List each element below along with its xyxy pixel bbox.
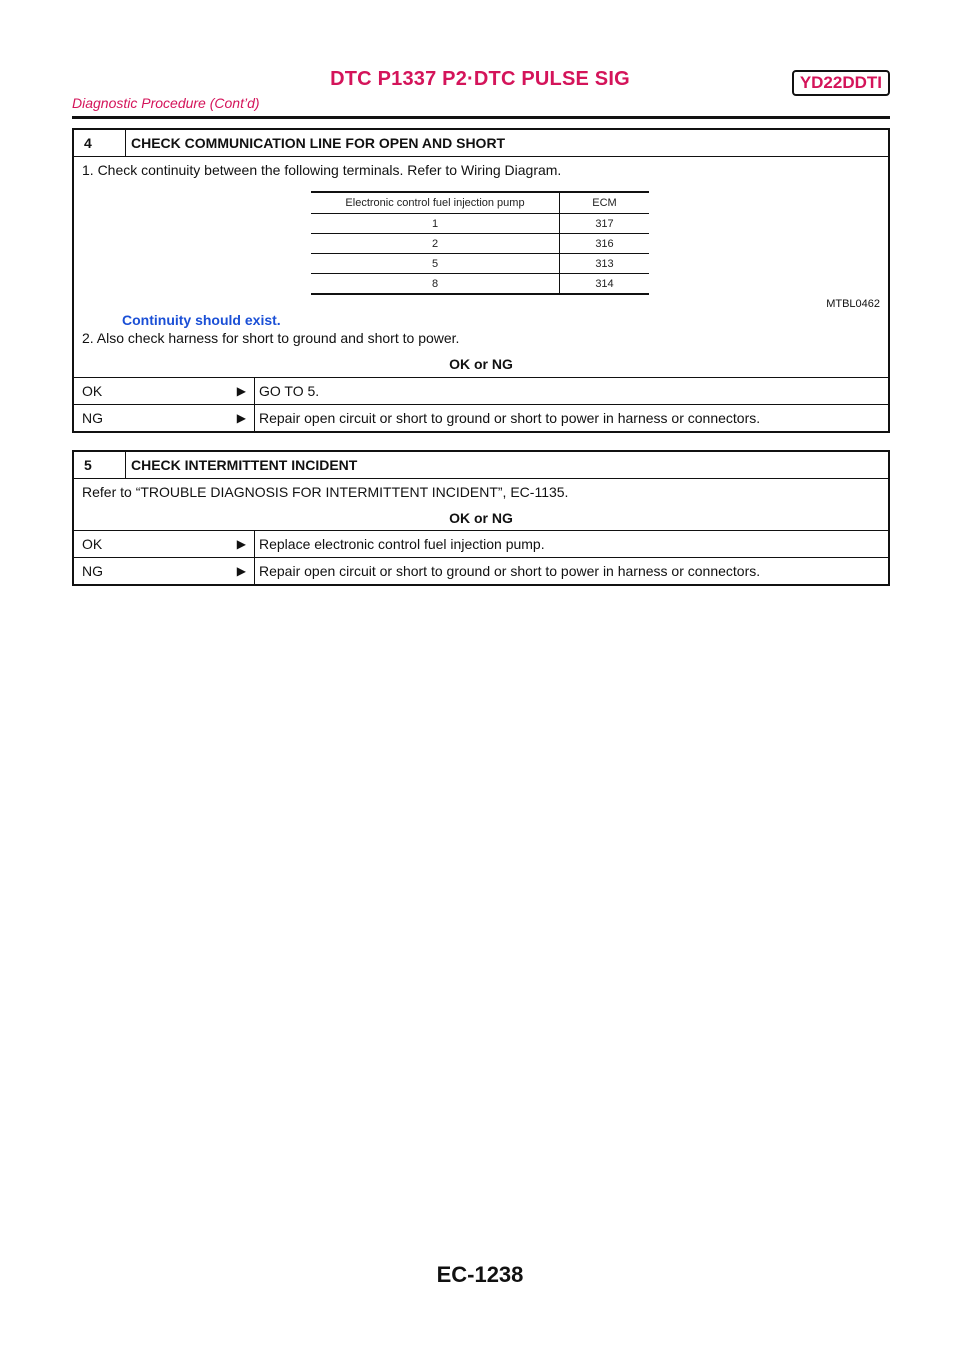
- step-4-title: CHECK COMMUNICATION LINE FOR OPEN AND SHORT: [131, 135, 506, 151]
- step-4-result-ok: [74, 378, 888, 405]
- result-label-text: OK: [82, 383, 103, 399]
- step-5-instruction: Refer to “TROUBLE DIAGNOSIS FOR INTERMITTENT INCIDENT”, EC-1135.: [82, 484, 569, 500]
- triangle-right-icon: ▶: [236, 564, 246, 578]
- terminal-table-header: [311, 192, 649, 214]
- step-4-box: [72, 128, 890, 433]
- step-4-ok-or-ng: OK or NG: [449, 356, 513, 372]
- pump-terminal: 8: [311, 274, 560, 295]
- ecm-terminal: 317: [560, 214, 650, 234]
- continuity-note: Continuity should exist.: [122, 312, 281, 328]
- header-divider: [72, 116, 890, 119]
- terminal-table: [311, 191, 649, 295]
- result-action: GO TO 5.: [254, 378, 888, 404]
- result-label: [74, 378, 254, 404]
- step-5-result-ok: [74, 531, 888, 558]
- result-label: [74, 531, 254, 557]
- triangle-right-icon: ▶: [236, 384, 246, 398]
- step-4-body: [74, 157, 888, 378]
- page-number: EC-1238: [436, 1262, 524, 1287]
- result-label-text: NG: [82, 410, 103, 426]
- step-5-title: CHECK INTERMITTENT INCIDENT: [131, 457, 358, 473]
- ecm-terminal: 316: [560, 234, 650, 254]
- table-row: [311, 254, 649, 274]
- step-5-number: 5: [74, 452, 126, 478]
- step-5-body: [74, 479, 888, 531]
- result-label-text: NG: [82, 563, 103, 579]
- ecm-terminal: 314: [560, 274, 650, 295]
- step-5-header: [74, 452, 888, 479]
- result-label: [74, 558, 254, 584]
- step-4-number: 4: [74, 130, 126, 156]
- terminal-col-ecm: ECM: [560, 192, 650, 214]
- result-label: [74, 405, 254, 431]
- table-row: [311, 214, 649, 234]
- terminal-col-pump: Electronic control fuel injection pump: [311, 192, 560, 214]
- table-row: [311, 234, 649, 254]
- pump-terminal: 1: [311, 214, 560, 234]
- step-4-instruction-1: 1. Check continuity between the following terminals. Refer to Wiring Diagram.: [82, 162, 562, 178]
- step-5-box: [72, 450, 890, 586]
- figure-code: MTBL0462: [826, 298, 880, 310]
- step-5-ok-or-ng: OK or NG: [449, 510, 513, 526]
- pump-terminal: 5: [311, 254, 560, 274]
- table-row: [311, 274, 649, 295]
- step-4-header: [74, 130, 888, 157]
- engine-badge: YD22DDTI: [792, 70, 890, 96]
- result-label-text: OK: [82, 536, 103, 552]
- ecm-terminal: 313: [560, 254, 650, 274]
- pump-terminal: 2: [311, 234, 560, 254]
- result-action: Replace electronic control fuel injection pump.: [254, 531, 888, 557]
- result-action: Repair open circuit or short to ground or short to power in harness or connectors.: [254, 558, 888, 584]
- triangle-right-icon: ▶: [236, 411, 246, 425]
- step-4-result-ng: [74, 405, 888, 431]
- page-subtitle: Diagnostic Procedure (Cont’d): [72, 95, 260, 111]
- result-action: Repair open circuit or short to ground or short to power in harness or connectors.: [254, 405, 888, 431]
- triangle-right-icon: ▶: [236, 537, 246, 551]
- step-5-result-ng: [74, 558, 888, 584]
- step-4-instruction-2: 2. Also check harness for short to ground and short to power.: [82, 330, 460, 346]
- page-title: DTC P1337 P2·DTC PULSE SIG: [330, 68, 630, 90]
